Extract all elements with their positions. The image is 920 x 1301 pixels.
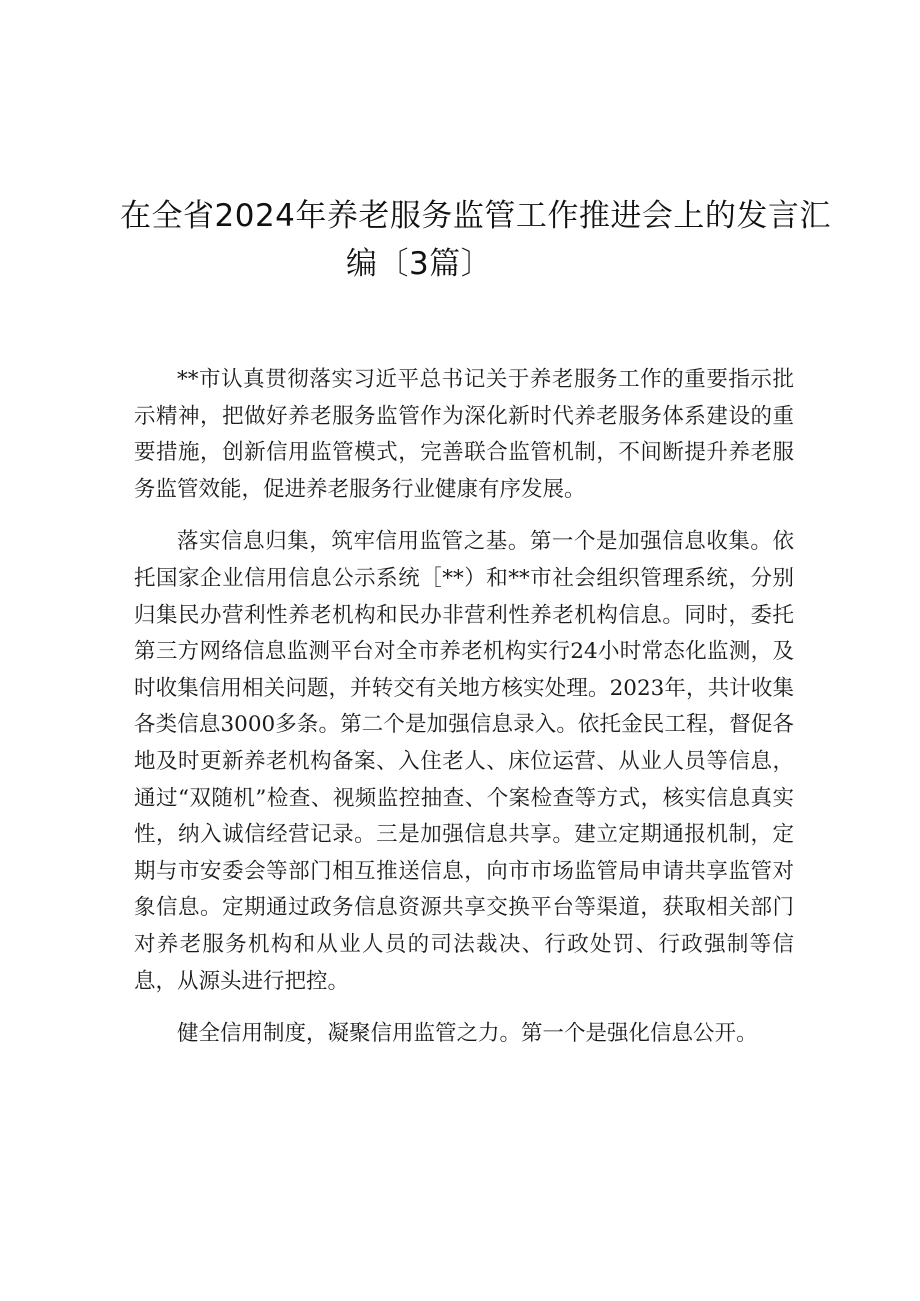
title-line-1: 在全省2024年养老服务监管工作推进会上的发言汇 [120, 198, 831, 234]
title-line-2: 编〔3篇〕 [346, 246, 493, 282]
paragraph-credit-system: 健全信用制度，凝聚信用监管之力。第一个是强化信息公开。 [177, 1021, 758, 1047]
paragraph-information-collection: 落实信息归集，筑牢信用监管之基。第一个是加强信息收集。依托国家企业信用信息公示系统［**）和**市社会组织管理系统，分别归集民办营利性养老机构和民办非营利性养老机构信息。同时，委托第三方网络信息监测平台对全市养老机构实行24小时常态化监测，及时收集信用相关问题，并转交有关地方核实处理。2023年，共计收集各类信息3000多条。第二个是加强信息录入。依托金民工程，督促各地及时更新养老机构备案、入住老人、床位运营、从业人员等信息，通过“双随机”检查、视频监控抽查、个案检查等方式，核实信息真实性，纳入诚信经营记录。三是加强信息共享。建立定期通报机制，定期与市安委会等部门相互推送信息，向市市场监管局申请共享监管对象信息。定期通过政务信息资源共享交换平台等渠道，获取相关部门对养老服务机构和从业人员的司法裁决、行政处罚、行政强制等信息，从源头进行把控。 [134, 529, 794, 994]
document-title [120, 192, 831, 288]
document-body [134, 362, 794, 1069]
paragraph-intro: **市认真贯彻落实习近平总书记关于养老服务工作的重要指示批示精神，把做好养老服务监管作为深化新时代养老服务体系建设的重要措施，创新信用监管模式，完善联合监管机制，不间断提升养老服务监管效能，促进养老服务行业健康有序发展。 [134, 367, 794, 502]
